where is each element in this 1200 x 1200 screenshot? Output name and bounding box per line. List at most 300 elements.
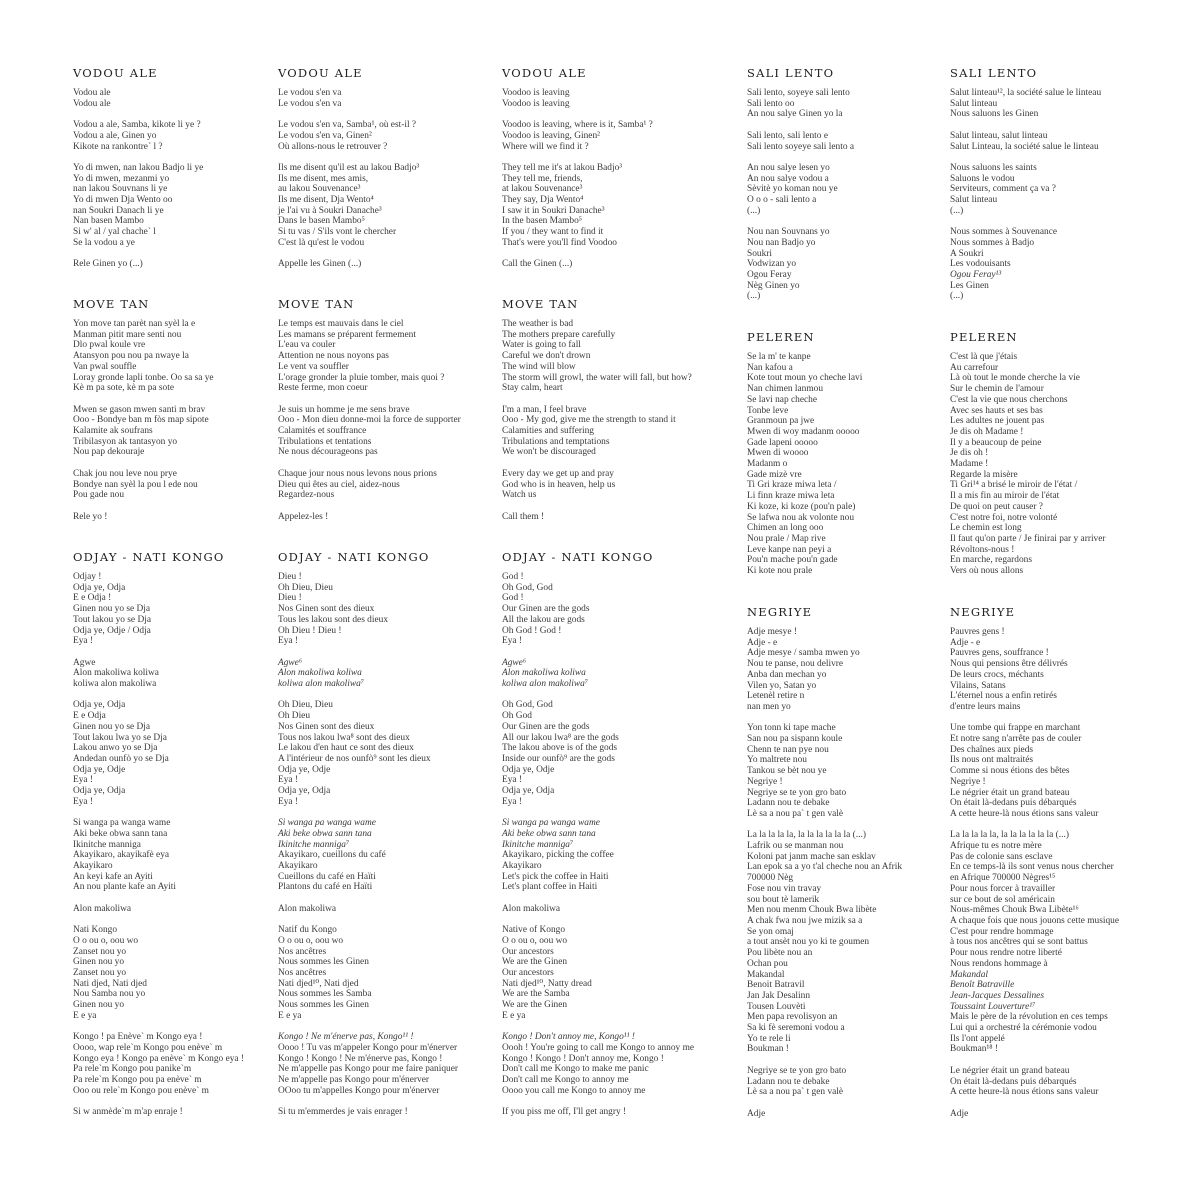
lyrics-block: [502, 88, 653, 270]
lyric-line: Nous sommes à Badjo: [950, 237, 1035, 248]
lyric-line: Odja ye, Odje: [73, 764, 126, 775]
lyric-line: nan lakou Souvnans li ye: [73, 184, 168, 195]
lyric-line: Ogou Feray: [747, 269, 792, 280]
lyric-line: Nan kafou a: [747, 362, 793, 373]
lyric-line: Agwe⁶: [278, 657, 303, 668]
lyric-line: If you piss me off, I'll get angry !: [502, 1107, 627, 1118]
lyric-line: Ne m'appelle pas Kongo pour m'énerver: [278, 1075, 429, 1086]
lyric-line: Afrique tu es notre mère: [950, 841, 1042, 852]
lyric-line: Eya !: [502, 796, 523, 807]
lyric-line: Yo di mwen, nan lakou Badjo li ye: [73, 162, 204, 173]
stanza-break: [502, 1096, 694, 1107]
lyric-line: Là où tout le monde cherche la vie: [950, 373, 1080, 384]
lyric-line: Si tu m'emmerdes je vais enrager !: [278, 1107, 408, 1118]
lyric-line: Nati djed¹⁰, Nati djed: [278, 978, 359, 989]
lyric-line: Pou gade nou: [73, 490, 125, 501]
lyric-line: All the lakou are gods: [502, 614, 585, 625]
song-title: MOVE TAN: [278, 297, 355, 311]
lyric-line: Zanset nou yo: [73, 946, 127, 957]
lyric-line: Kalamite ak soufrans: [73, 426, 153, 437]
lyric-line: Appelle les Ginen (...): [278, 259, 362, 270]
lyric-line: Ooo - Mon dieu donne-moi la force de supporter: [278, 415, 461, 426]
song-title: PELEREN: [747, 330, 815, 344]
lyric-line: We are the Ginen: [502, 1000, 568, 1011]
lyric-line: Call the Ginen (...): [502, 259, 573, 270]
lyric-line: A cette heure-là nous étions sans valeur: [950, 1087, 1099, 1098]
lyric-line: Nou te panse, nou delivre: [747, 659, 844, 670]
lyric-line: Lè sa a nou pa` t gen valè: [747, 1087, 844, 1098]
song-title: VODOU ALE: [278, 66, 363, 80]
lyric-line: Rele yo !: [73, 511, 108, 522]
lyric-line: Adje - e: [747, 637, 778, 648]
lyric-line: Van pwal souffle: [73, 361, 137, 372]
lyric-line: E e ya: [502, 1010, 526, 1021]
lyric-line: Alon makoliwa koliwa: [278, 668, 362, 679]
lyric-line: Nos Ginen sont des dieux: [278, 604, 375, 615]
lyric-line: Alon makoliwa: [502, 903, 561, 914]
lyric-line: Alon makoliwa koliwa: [502, 668, 586, 679]
lyric-line: Ti Gri kraze miwa leta /: [747, 480, 837, 491]
lyric-line: Voodoo is leaving: [502, 98, 570, 109]
lyric-line: Le vent va souffler: [278, 361, 349, 372]
stanza-break: [747, 216, 854, 227]
lyric-line: Nous saluons les saints: [950, 162, 1037, 173]
lyric-line: That's were you'll find Voodoo: [502, 237, 617, 248]
lyric-line: Le négrier était un grand bateau: [950, 1065, 1070, 1076]
stanza-break: [278, 458, 461, 469]
lyric-line: Careful we don't drown: [502, 351, 591, 362]
lyric-line: An nou plante kafe an Ayiti: [73, 882, 177, 893]
lyric-line: Lafrik ou se manman nou: [747, 841, 844, 852]
lyric-line: Tribulations et tentations: [278, 436, 372, 447]
stanza-break: [502, 647, 694, 658]
lyric-line: O o ou o, oou wo: [502, 935, 568, 946]
lyric-line: Ochan pou: [747, 958, 788, 969]
lyric-line: A chak fwa nou jwe mizik sa a: [747, 915, 863, 926]
lyrics-block: [747, 88, 854, 302]
lyric-line: Si wanga pa wanga wame: [73, 818, 171, 829]
lyric-line: (...): [747, 205, 761, 216]
lyric-line: Ginen nou yo se Dja: [73, 721, 151, 732]
lyric-line: Lui qui a orchestré la cérémonie vodou: [950, 1023, 1097, 1034]
lyric-line: Nous-mêmes Chouk Bwa Libète¹⁶: [950, 905, 1079, 916]
lyric-line: Soukri: [747, 248, 773, 259]
lyric-line: Inside our ounfò⁹ are the gods: [502, 753, 615, 764]
lyric-line: Don't call me Kongo to make me panic: [502, 1064, 649, 1075]
lyric-line: En marche, regardons: [950, 555, 1032, 566]
stanza-break: [950, 1055, 1119, 1066]
lyric-line: Negriye !: [950, 776, 986, 787]
lyric-line: Nous sommes les Ginen: [278, 1000, 369, 1011]
lyric-line: Calamities and suffering: [502, 426, 594, 437]
lyric-line: (...): [950, 291, 964, 302]
lyric-line: O o ou o, oou wo: [73, 935, 139, 946]
lyric-line: O o ou o, oou wo: [278, 935, 344, 946]
lyric-line: Il y a beaucoup de peine: [950, 437, 1042, 448]
lyric-line: Sur le chemin de l'amour: [950, 384, 1044, 395]
lyric-line: Nati djed¹⁰, Natty dread: [502, 978, 592, 989]
lyric-line: koliwa alon makoliwa: [73, 679, 157, 690]
song-title: ODJAY - NATI KONGO: [278, 550, 430, 564]
lyric-line: C'est pour rendre hommage: [950, 926, 1054, 937]
stanza-break: [502, 249, 653, 260]
lyric-line: Pou'n mache pou'n gade: [747, 555, 838, 566]
lyric-line: Oh Dieu ! Dieu !: [278, 625, 342, 636]
lyric-line: Chenn te nan pye nou: [747, 744, 829, 755]
stanza-break: [278, 152, 419, 163]
lyric-line: en Afrique 700000 Nègres¹⁵: [950, 873, 1056, 884]
lyric-line: Kè m pa sote, kè m pa sote: [73, 383, 175, 394]
lyric-line: Je dis oh Madame !: [950, 426, 1024, 437]
stanza-break: [73, 915, 244, 926]
lyric-line: Vodwizan yo: [747, 259, 797, 270]
lyric-line: Atansyon pou nou pa nwaye la: [73, 351, 189, 362]
lyric-line: On était là-dedans puis débarqués: [950, 1076, 1077, 1087]
lyric-line: Salut linteau: [950, 98, 998, 109]
lyric-line: Mwen se gason mwen santi m brav: [73, 404, 206, 415]
lyric-line: Chimen an long ooo: [747, 523, 824, 534]
stanza-break: [73, 1096, 244, 1107]
stanza-break: [747, 152, 854, 163]
lyric-line: Koloni pat janm mache san esklav: [747, 851, 876, 862]
lyric-line: (...): [747, 291, 761, 302]
stanza-break: [73, 501, 214, 512]
lyric-line: Adje: [747, 1108, 766, 1119]
stanza-break: [950, 820, 1119, 831]
lyric-line: Eya !: [278, 775, 299, 786]
lyric-line: Negriye se te yon gro bato: [747, 787, 847, 798]
lyric-line: Dieu !: [278, 593, 302, 604]
stanza-break: [278, 249, 419, 260]
lyric-line: A Soukri: [950, 248, 984, 259]
lyric-line: C'est notre foi, notre volonté: [950, 512, 1058, 523]
lyric-line: We won't be discouraged: [502, 447, 596, 458]
lyric-line: Sèvitè yo koman nou ye: [747, 184, 838, 195]
lyric-line: Yo te rele li: [747, 1033, 791, 1044]
lyric-line: La la la la la, la la la la la la (...): [950, 830, 1069, 841]
lyrics-block: [73, 88, 203, 270]
lyric-line: Dieu !: [278, 572, 302, 582]
lyric-line: Ladann nou te debake: [747, 798, 830, 809]
lyric-line: Ginen nou yo: [73, 1000, 125, 1011]
lyric-line: Le vodou s'en va, Samba¹, où est-il ?: [278, 120, 417, 131]
stanza-break: [278, 690, 458, 701]
lyric-line: Si w' al / yal chache` l: [73, 227, 156, 238]
stanza-break: [502, 1022, 694, 1033]
lyric-line: Adje - e: [950, 637, 981, 648]
lyric-line: Odja ye, Odja: [73, 786, 126, 797]
lyric-line: Ikinitche manniga⁷: [278, 839, 350, 850]
lyric-line: Ogou Feray¹³: [950, 269, 1002, 280]
lyric-line: Sali lento, soyeye sali lento: [747, 88, 850, 98]
lyric-line: Every day we get up and pray: [502, 468, 614, 479]
lyric-line: Et notre sang n'arrête pas de couler: [950, 734, 1082, 745]
stanza-break: [950, 120, 1101, 131]
song-title: NEGRIYE: [747, 605, 813, 619]
lyric-line: Anba dan mechan yo: [747, 669, 827, 680]
lyric-line: Le vodou s'en va, Ginen²: [278, 130, 372, 141]
lyric-line: Yo maltrete nou: [747, 755, 807, 766]
lyric-line: d'entre leurs mains: [950, 701, 1021, 712]
lyric-line: They say, Dja Wento⁴: [502, 195, 584, 206]
lyric-line: They tell me it's at lakou Badjo³: [502, 162, 623, 173]
lyrics-block: [747, 627, 902, 1119]
lyric-line: Vodou a ale, Ginen yo: [73, 130, 157, 141]
lyric-line: koliwa alon makoliwa⁷: [278, 679, 365, 690]
lyric-line: Gade lapeni ooooo: [747, 437, 818, 448]
lyrics-block: [278, 572, 458, 1118]
lyric-line: Oooh ! You're going to call me Kongo to annoy me: [502, 1042, 695, 1053]
lyric-line: Se lafwa nou ak volonte nou: [747, 512, 855, 523]
lyric-line: Eya !: [73, 775, 94, 786]
stanza-break: [278, 394, 461, 405]
lyric-line: Loray gronde lapli tonbe. Oo sa sa ye: [73, 372, 214, 383]
lyric-line: Madanm o: [747, 459, 788, 470]
lyric-line: Plantons du café en Haïti: [278, 882, 373, 893]
lyric-line: Chaque jour nous nous levons nous prions: [278, 468, 437, 479]
lyrics-block: [950, 88, 1101, 302]
lyric-line: Si wanga pa wanga wame: [278, 818, 376, 829]
lyric-line: Comme si nous étions des bêtes: [950, 766, 1070, 777]
lyric-line: Pauvres gens, souffrance !: [950, 648, 1049, 659]
lyric-line: Let's plant coffee in Haiti: [502, 882, 598, 893]
lyric-line: Dans le basen Mambo⁵: [278, 216, 365, 227]
lyric-line: Je suis un homme je me sens brave: [278, 404, 410, 415]
lyric-line: Salut linteau: [950, 195, 998, 206]
lyric-line: The lakou above is of the gods: [502, 743, 618, 754]
lyric-line: Le vodou s'en va: [278, 88, 342, 98]
lyric-line: Pas de colonie sans esclave: [950, 851, 1053, 862]
lyric-line: Les mamans se préparent fermement: [278, 329, 416, 340]
lyric-line: An keyi kafe an Ayiti: [73, 871, 153, 882]
lyric-line: Mais le père de la révolution en ces temps: [950, 1012, 1108, 1023]
lyric-line: C'est là qu'est le vodou: [278, 237, 365, 248]
song-title: ODJAY - NATI KONGO: [73, 550, 225, 564]
lyric-line: Agwe⁶: [502, 657, 527, 668]
lyric-line: Au carrefour: [950, 362, 999, 373]
lyric-line: The mothers prepare carefully: [502, 329, 616, 340]
lyric-line: Ikinitche manniga: [73, 839, 141, 850]
lyric-line: au lakou Souvenance³: [278, 184, 361, 195]
lyric-line: Aki beke obwa sann tana: [73, 828, 168, 839]
lyric-line: Fose nou vin travay: [747, 883, 822, 894]
lyric-line: Tribilasyon ak tantasyon yo: [73, 436, 178, 447]
lyric-line: Nan chimen lanmou: [747, 384, 824, 395]
lyric-line: Salut linteau¹², la société salue le linteau: [950, 88, 1102, 98]
lyric-line: Madame !: [950, 459, 989, 470]
stanza-break: [278, 501, 461, 512]
lyric-line: En ce temps-là ils sont venus nous chercher: [950, 862, 1114, 873]
lyric-line: Voodoo is leaving, Ginen²: [502, 130, 600, 141]
lyric-line: Adje: [950, 1108, 969, 1119]
lyric-line: Kongo ! Ne m'énerve pas, Kongo¹¹ !: [278, 1032, 414, 1043]
lyrics-block: [502, 319, 692, 522]
lyric-line: Voodoo is leaving: [502, 88, 570, 98]
lyric-line: Regarde la misère: [950, 469, 1018, 480]
lyric-line: San nou pa sispann koule: [747, 734, 843, 745]
lyric-line: Ginen nou yo se Dja: [73, 604, 151, 615]
lyric-line: Ne nous décourageons pas: [278, 447, 378, 458]
lyric-line: Kongo ! Kongo ! Ne m'énerve pas, Kongo !: [278, 1053, 443, 1064]
stanza-break: [73, 807, 244, 818]
lyric-line: Les Ginen: [950, 280, 989, 291]
lyric-line: Ti Gri¹⁴ a brisé le miroir de l'état /: [950, 480, 1078, 491]
lyric-line: Regardez-nous: [278, 490, 335, 501]
lyric-line: OOoo tu m'appelles Kongo pour m'énerver: [278, 1085, 440, 1096]
lyric-line: Nan basen Mambo: [73, 216, 144, 227]
lyric-line: In the basen Mambo⁵: [502, 216, 583, 227]
lyric-line: Men papa revolisyon an: [747, 1012, 838, 1023]
stanza-break: [747, 1098, 902, 1109]
lyric-line: A l'intérieur de nos ounfò⁹ sont les dieux: [278, 753, 431, 764]
lyric-line: Ooo - Bondye ban m fòs map sipote: [73, 415, 209, 426]
lyric-line: Kongo ! Kongo ! Don't annoy me, Kongo !: [502, 1053, 664, 1064]
lyric-line: Nous saluons les Ginen: [950, 109, 1039, 120]
lyric-line: A chaque fois que nous jouons cette musique: [950, 915, 1119, 926]
lyric-line: Jan Jak Desalinn: [747, 990, 811, 1001]
stanza-break: [950, 152, 1101, 163]
lyric-line: Le vodou s'en va: [278, 98, 342, 109]
lyric-line: Tousen Louvèti: [747, 1001, 806, 1012]
lyric-line: Dieu qui êtes au ciel, aidez-nous: [278, 479, 400, 490]
lyric-line: Alon makoliwa: [278, 903, 337, 914]
lyric-line: God !: [502, 593, 524, 604]
lyric-line: Andedan ounfò yo se Dja: [73, 753, 169, 764]
lyric-line: Nou pap dekouraje: [73, 447, 145, 458]
lyric-line: Bondye nan syèl la pou l ede nou: [73, 479, 198, 490]
lyric-line: Oh God: [502, 711, 532, 722]
lyric-line: Il faut qu'on parte / Je finirai par y arriver: [950, 533, 1106, 544]
lyrics-block: [278, 88, 419, 270]
lyric-line: Benoit Batravil: [747, 980, 805, 991]
lyric-line: Tous les lakou sont des dieux: [278, 614, 389, 625]
lyric-line: E e Odja: [73, 711, 106, 722]
lyric-line: Pour nous forcer à travailler: [950, 883, 1056, 894]
lyric-line: sur ce bout de sol américain: [950, 894, 1055, 905]
lyric-line: Nati Kongo: [73, 925, 118, 936]
song-title: SALI LENTO: [950, 66, 1038, 80]
lyric-line: An nou salye Ginen yo la: [747, 109, 843, 120]
stanza-break: [73, 249, 203, 260]
lyric-line: Leve kanpe nan peyi a: [747, 544, 832, 555]
lyric-line: Il a mis fin au miroir de l'état: [950, 491, 1060, 502]
lyric-line: C'est la vie que nous cherchons: [950, 394, 1068, 405]
lyric-line: Mwen di woy madanm ooooo: [747, 426, 860, 437]
lyric-line: Où allons-nous le retrouver ?: [278, 141, 388, 152]
song-title: MOVE TAN: [502, 297, 579, 311]
lyric-line: 700000 Nèg: [747, 873, 794, 884]
lyric-line: Adje mesye !: [747, 627, 797, 637]
lyric-line: The storm will growl, the water will fall, but how?: [502, 372, 692, 383]
lyric-line: C'est là que j'étais: [950, 352, 1018, 362]
lyric-line: Nèg Ginen yo: [747, 280, 800, 291]
lyric-line: Pauvres gens !: [950, 627, 1005, 637]
lyric-line: Salut Linteau, la société salue le linteau: [950, 141, 1099, 152]
stanza-break: [73, 394, 214, 405]
lyric-line: Salut linteau, salut linteau: [950, 130, 1048, 141]
lyric-line: If you / they want to find it: [502, 227, 604, 238]
lyric-line: Letenèl retire n: [747, 691, 805, 702]
lyric-line: Akayikaro: [278, 860, 318, 871]
stanza-break: [502, 893, 694, 904]
lyric-line: L'éternel nous a enfin retirés: [950, 691, 1057, 702]
lyric-line: Eya !: [278, 636, 299, 647]
lyric-line: Eya !: [502, 775, 523, 786]
lyric-line: God who is in heaven, help us: [502, 479, 616, 490]
lyric-line: Odja ye, Odje / Odja: [73, 625, 151, 636]
lyric-line: sou bout tè lamerik: [747, 894, 820, 905]
lyric-line: Voodoo is leaving, where is it, Samba¹ ?: [502, 120, 653, 131]
lyric-line: Oh God ! God !: [502, 625, 562, 636]
lyric-line: Odja ye, Odje: [502, 764, 555, 775]
lyric-line: Sali lento soyeye sali lento a: [747, 141, 855, 152]
lyric-line: Let's pick the coffee in Haiti: [502, 871, 609, 882]
lyric-line: Aki beke obwa sann tana: [278, 828, 372, 839]
lyric-line: Our Ginen are the gods: [502, 721, 590, 732]
song-title: ODJAY - NATI KONGO: [502, 550, 654, 564]
stanza-break: [950, 1098, 1119, 1109]
lyric-line: Akayikaro: [73, 860, 113, 871]
lyric-line: (...): [950, 205, 964, 216]
lyric-line: Tout lakou lwa yo se Dja: [73, 732, 167, 743]
lyric-line: Nous rendons hommage à: [950, 958, 1048, 969]
lyric-line: Nous qui pensions être délivrés: [950, 659, 1068, 670]
lyric-line: Our ancestors: [502, 946, 554, 957]
lyric-line: Tonbe leve: [747, 405, 789, 416]
lyric-line: Granmoun pa jwe: [747, 416, 815, 427]
lyric-line: Nos Ginen sont des dieux: [278, 721, 375, 732]
stanza-break: [747, 1055, 902, 1066]
lyric-line: Eya !: [73, 636, 94, 647]
lyric-line: Nous sommes à Souvenance: [950, 227, 1058, 238]
lyric-line: Negriye !: [747, 776, 783, 787]
lyric-line: La la la la la, la la la la la la (...): [747, 830, 866, 841]
lyric-line: Si w anmède`m m'ap enraje !: [73, 1107, 183, 1118]
stanza-break: [73, 109, 203, 120]
lyric-line: De quoi on peut causer ?: [950, 501, 1043, 512]
stanza-break: [747, 713, 902, 724]
lyric-line: Kongo ! Don't annoy me, Kongo¹¹ !: [502, 1032, 635, 1043]
lyric-line: Aki beke obwa sann tana: [502, 828, 596, 839]
lyrics-block: [73, 319, 214, 522]
stanza-break: [502, 690, 694, 701]
lyric-line: Stay calm, heart: [502, 383, 563, 394]
lyric-line: Don't call me Kongo to annoy me: [502, 1075, 629, 1086]
lyric-line: An nou salye lesen yo: [747, 162, 830, 173]
song-title: SALI LENTO: [747, 66, 835, 80]
lyric-line: Eya !: [278, 796, 299, 807]
lyrics-block: [950, 352, 1106, 577]
lyric-line: Nos ancêtres: [278, 968, 327, 979]
lyric-line: Attention ne nous noyons pas: [278, 351, 389, 362]
stanza-break: [502, 915, 694, 926]
lyric-line: Toussaint Louverture¹⁷: [950, 1001, 1036, 1012]
lyric-line: Nos ancêtres: [278, 946, 327, 957]
lyric-line: Eya !: [73, 796, 94, 807]
lyric-line: a tout ansèt nou yo ki te goumen: [747, 937, 870, 948]
lyric-line: Ki kote nou prale: [747, 566, 813, 577]
lyric-line: Oh Dieu, Dieu: [278, 700, 333, 711]
lyric-line: Appelez-les !: [278, 511, 329, 522]
lyrics-block: [502, 572, 694, 1118]
lyric-line: Sali lento, sali lento e: [747, 130, 828, 141]
lyric-line: Si wanga pa wanga wame: [502, 818, 600, 829]
lyric-line: O o o - sali lento a: [747, 195, 817, 206]
lyric-line: Ils me disent, Dja Wento⁴: [278, 195, 374, 206]
lyric-line: Je dis oh !: [950, 448, 989, 459]
lyric-line: Adje mesye / samba mwen yo: [747, 648, 860, 659]
lyrics-block: [950, 627, 1119, 1119]
